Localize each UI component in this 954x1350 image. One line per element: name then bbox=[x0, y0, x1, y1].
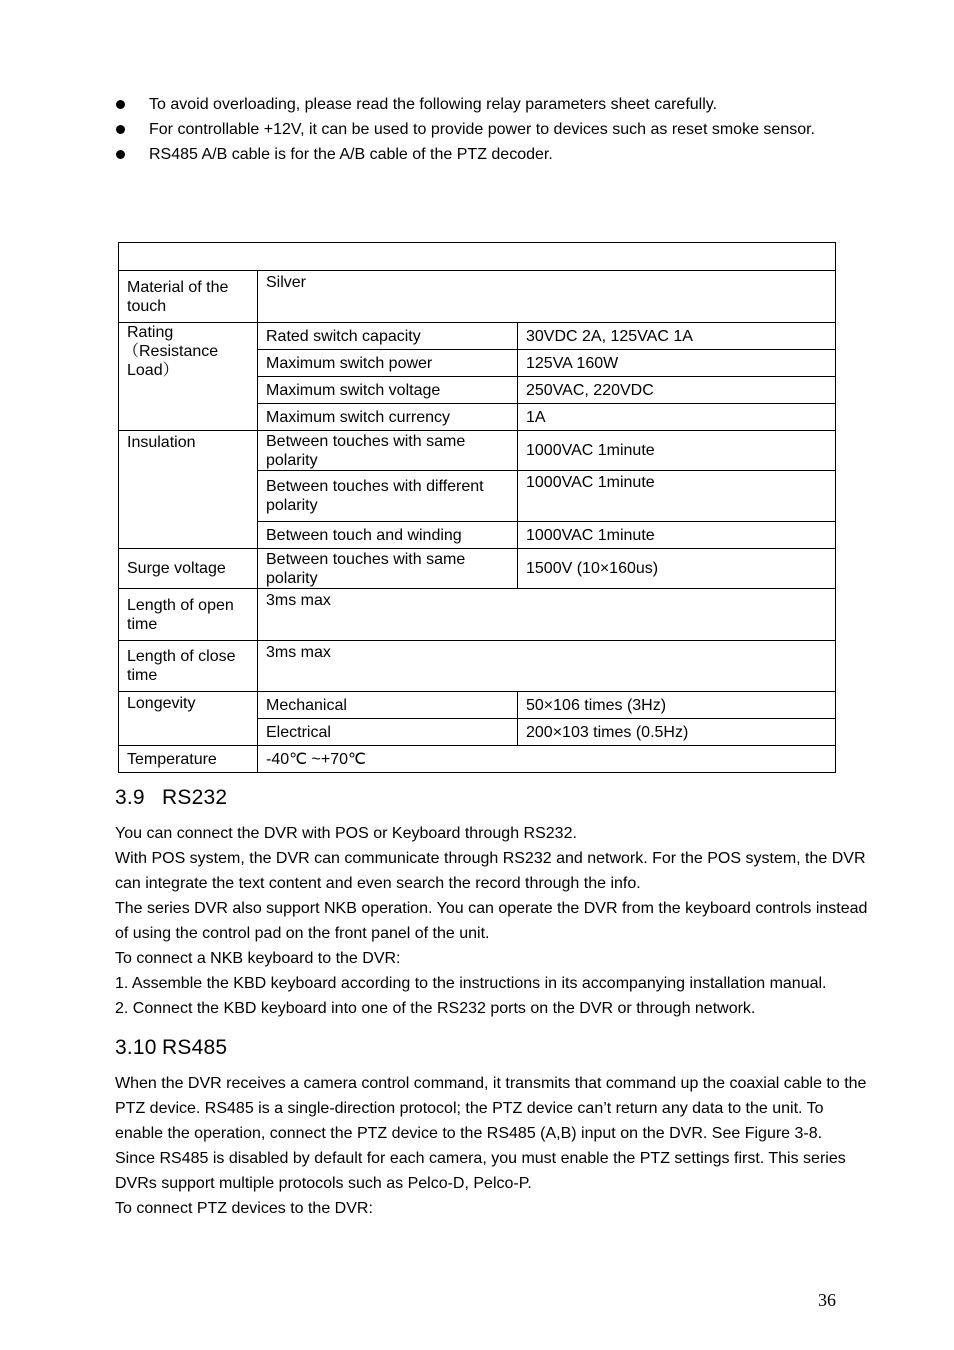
rating-label-line: Load） bbox=[127, 362, 179, 379]
rating-value: 125VA 160W bbox=[518, 350, 836, 377]
rating-value: 1A bbox=[518, 404, 836, 431]
table-row bbox=[119, 746, 836, 773]
temperature-label: Temperature bbox=[119, 746, 258, 773]
rating-label-line: （Resistance bbox=[123, 343, 219, 360]
insulation-value: 1000VAC 1minute bbox=[518, 431, 836, 471]
table-row bbox=[119, 431, 836, 471]
rating-label-line: Rating bbox=[127, 324, 174, 341]
open-time-label: Length of open time bbox=[119, 589, 258, 641]
list-item bbox=[116, 92, 856, 117]
rs232-body bbox=[115, 821, 875, 1021]
notes-list bbox=[116, 92, 856, 167]
paragraph: 1. Assemble the KBD keyboard according to the instructions in its accompanying installation manual. bbox=[115, 975, 827, 992]
rating-name: Maximum switch currency bbox=[258, 404, 518, 431]
table-row bbox=[119, 589, 836, 641]
table-header-cell bbox=[119, 243, 836, 271]
table-row bbox=[119, 692, 836, 719]
table-row bbox=[119, 323, 836, 350]
longevity-value: 50×106 times (3Hz) bbox=[518, 692, 836, 719]
surge-name: Between touches with same polarity bbox=[258, 549, 518, 589]
rating-name: Maximum switch voltage bbox=[258, 377, 518, 404]
section-title: RS232 bbox=[162, 786, 228, 809]
insulation-name: Between touches with same polarity bbox=[258, 431, 518, 471]
paragraph: With POS system, the DVR can communicate through RS232 and network. For the POS system, the DVR can integrate the text content and even search the record through the info. bbox=[115, 850, 866, 892]
insulation-value: 1000VAC 1minute bbox=[518, 522, 836, 549]
section-number: 3.10 bbox=[115, 1036, 157, 1059]
bullet-dot-icon bbox=[116, 125, 125, 134]
material-value: Silver bbox=[258, 271, 836, 323]
insulation-name: Between touch and winding bbox=[258, 522, 518, 549]
section-title: RS485 bbox=[162, 1036, 228, 1059]
table-row bbox=[119, 271, 836, 323]
longevity-name: Electrical bbox=[258, 719, 518, 746]
paragraph: The series DVR also support NKB operation. You can operate the DVR from the keyboard controls instead of using the control pad on the front panel of the unit. bbox=[115, 900, 868, 942]
paragraph: When the DVR receives a camera control command, it transmits that command up the coaxial cable to the PTZ device. RS485 is a single-direction protocol; the PTZ device can’t return any data to the unit. To enable the operation, connect the PTZ device to the RS485 (A,B) input on the DVR. See Figure 3-8. bbox=[115, 1075, 867, 1142]
list-item-text: To avoid overloading, please read the following relay parameters sheet carefully. bbox=[149, 96, 718, 113]
rating-name: Maximum switch power bbox=[258, 350, 518, 377]
close-time-label: Length of close time bbox=[119, 641, 258, 692]
paragraph: To connect a NKB keyboard to the DVR: bbox=[115, 950, 401, 967]
table-header-row bbox=[119, 243, 836, 271]
insulation-label: Insulation bbox=[119, 431, 258, 549]
bullet-dot-icon bbox=[116, 150, 125, 159]
paragraph: Since RS485 is disabled by default for each camera, you must enable the PTZ settings first. This series DVRs support multiple protocols such as Pelco-D, Pelco-P. bbox=[115, 1150, 846, 1192]
relay-parameters-table bbox=[118, 242, 836, 773]
rating-value: 30VDC 2A, 125VAC 1A bbox=[518, 323, 836, 350]
surge-label: Surge voltage bbox=[119, 549, 258, 589]
longevity-name: Mechanical bbox=[258, 692, 518, 719]
list-item bbox=[116, 142, 856, 167]
open-time-value: 3ms max bbox=[258, 589, 836, 641]
bullet-dot-icon bbox=[116, 100, 125, 109]
rating-name: Rated switch capacity bbox=[258, 323, 518, 350]
paragraph: You can connect the DVR with POS or Keyboard through RS232. bbox=[115, 825, 577, 842]
paragraph: To connect PTZ devices to the DVR: bbox=[115, 1200, 373, 1217]
rating-label bbox=[119, 323, 258, 431]
table-row bbox=[119, 641, 836, 692]
section-number: 3.9 bbox=[115, 786, 145, 809]
longevity-value: 200×103 times (0.5Hz) bbox=[518, 719, 836, 746]
rs485-body bbox=[115, 1071, 875, 1221]
list-item bbox=[116, 117, 856, 142]
table-row bbox=[119, 549, 836, 589]
material-label: Material of the touch bbox=[119, 271, 258, 323]
section-heading-rs485 bbox=[115, 1036, 227, 1060]
longevity-label: Longevity bbox=[119, 692, 258, 746]
page-number: 36 bbox=[818, 1290, 836, 1310]
surge-value: 1500V (10×160us) bbox=[518, 549, 836, 589]
list-item-text: RS485 A/B cable is for the A/B cable of the PTZ decoder. bbox=[149, 146, 553, 163]
temperature-value: -40℃ ~+70℃ bbox=[258, 746, 836, 773]
insulation-value: 1000VAC 1minute bbox=[518, 471, 836, 522]
close-time-value: 3ms max bbox=[258, 641, 836, 692]
rating-value: 250VAC, 220VDC bbox=[518, 377, 836, 404]
insulation-name: Between touches with different polarity bbox=[258, 471, 518, 522]
paragraph: 2. Connect the KBD keyboard into one of the RS232 ports on the DVR or through network. bbox=[115, 1000, 756, 1017]
list-item-text: For controllable +12V, it can be used to provide power to devices such as reset smoke sensor. bbox=[149, 121, 815, 138]
section-heading-rs232 bbox=[115, 786, 227, 810]
